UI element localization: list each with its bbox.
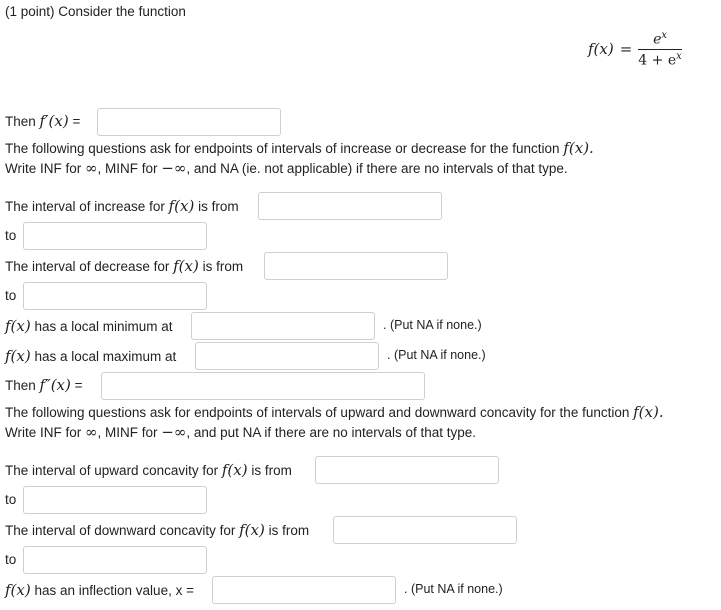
problem-intro: (1 point) Consider the function [5, 4, 186, 19]
function-fraction [638, 30, 681, 68]
decrease-from-input[interactable] [264, 252, 448, 280]
down-concavity-to-input[interactable] [23, 546, 207, 574]
increase-label: The interval of increase for f(x) is from [5, 197, 239, 215]
decrease-label: The interval of decrease for f(x) is from [5, 257, 244, 275]
local-max-note: . (Put NA if none.) [387, 348, 486, 362]
fraction-denominator: $4 + e^x$ [638, 50, 682, 69]
local-min-label: f(x) has a local minimum at [5, 317, 173, 335]
up-concavity-from-input[interactable] [315, 456, 499, 484]
decrease-to-label: to [5, 288, 17, 303]
local-max-input[interactable] [195, 342, 379, 370]
instructions-concavity-notation: Write INF for ∞, MINF for −∞, and put NA if there are no intervals of that type. [5, 423, 477, 441]
down-concavity-label: The interval of downward concavity for f(x) is from [5, 521, 310, 539]
down-concavity-to-label: to [5, 552, 17, 567]
instructions-notation: Write INF for ∞, MINF for −∞, and NA (ie. not applicable) if there are no intervals of that type. [5, 159, 568, 177]
increase-to-input[interactable] [23, 222, 207, 250]
local-max-label: f(x) has a local maximum at [5, 347, 177, 365]
function-definition [588, 30, 682, 68]
decrease-to-input[interactable] [23, 282, 207, 310]
fdoubleprime-input[interactable] [101, 372, 425, 400]
instructions-increase-decrease: The following questions ask for endpoints of intervals of increase or decrease for the function f(x). [5, 139, 594, 157]
inflection-label: f(x) has an inflection value, x = [5, 581, 194, 599]
up-concavity-to-input[interactable] [23, 486, 207, 514]
up-concavity-to-label: to [5, 492, 17, 507]
increase-to-label: to [5, 228, 17, 243]
down-concavity-from-input[interactable] [333, 516, 517, 544]
inflection-note: . (Put NA if none.) [404, 582, 503, 596]
fraction-numerator: $e^x$ [653, 30, 667, 48]
instructions-concavity: The following questions ask for endpoints of intervals of upward and downward concavity for the function f(x). [5, 403, 664, 421]
inflection-input[interactable] [212, 576, 396, 604]
function-lhs: f(x) [588, 40, 614, 59]
up-concavity-label: The interval of upward concavity for f(x) is from [5, 461, 292, 479]
increase-from-input[interactable] [258, 192, 442, 220]
fdoubleprime-label: Then f″(x) = [5, 376, 83, 394]
fprime-input[interactable] [97, 108, 281, 136]
local-min-input[interactable] [191, 312, 375, 340]
fprime-label: Then f′(x) = [5, 112, 81, 130]
equals-sign: = [619, 40, 633, 59]
local-min-note: . (Put NA if none.) [383, 318, 482, 332]
